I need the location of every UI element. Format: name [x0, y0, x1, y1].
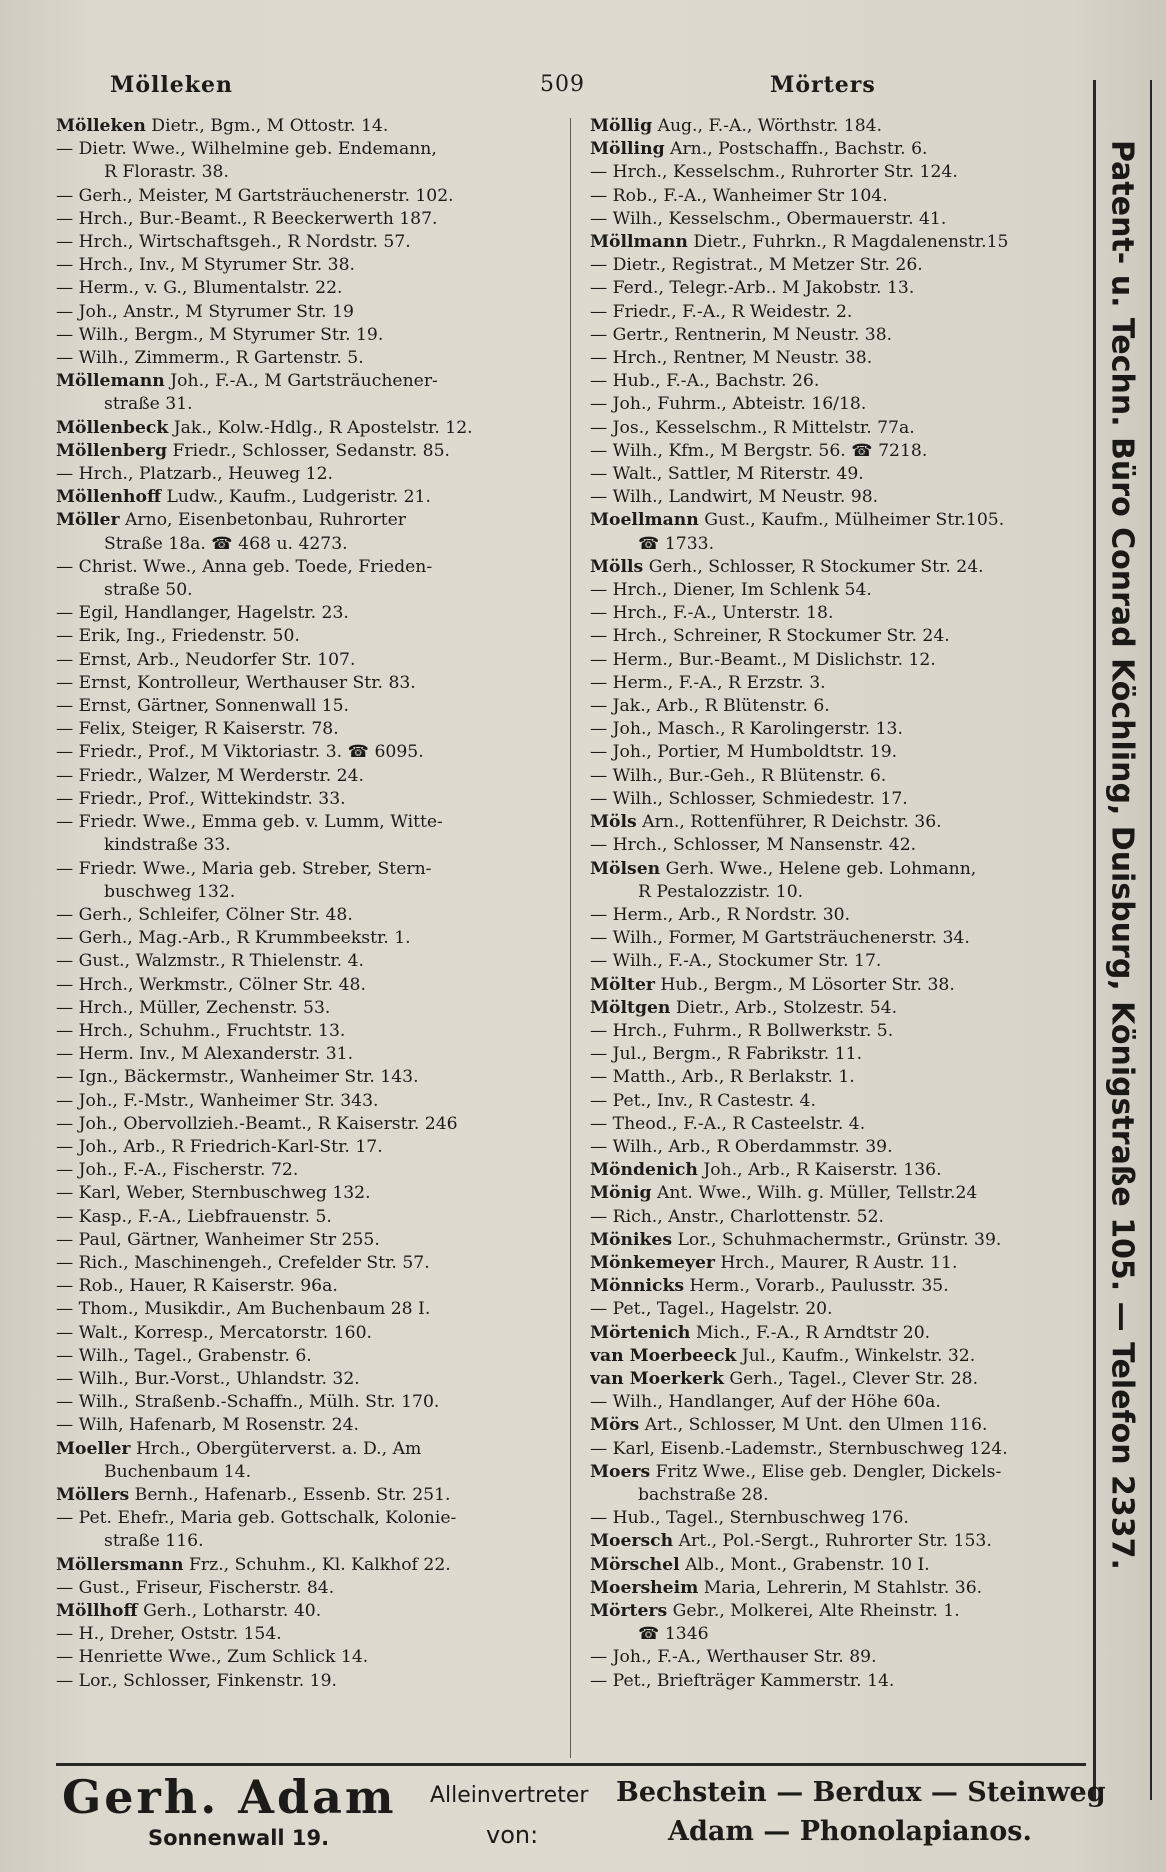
page-header [50, 62, 1090, 102]
directory-entry: Mörs Art., Schlosser, M Unt. den Ulmen 116. [590, 1415, 988, 1436]
header-right-keyword: Mörters [770, 72, 876, 98]
entry-surname: Mölter [590, 974, 655, 995]
entry-surname: Möllemann [56, 371, 165, 392]
directory-entry: — Rob., F.-A., Wanheimer Str 104. [590, 185, 888, 206]
directory-entry: — Walt., Sattler, M Riterstr. 49. [590, 464, 864, 485]
directory-entry: buschweg 132. [104, 881, 236, 902]
directory-entry: ☎ 1733. [638, 533, 715, 554]
footer-ad-brands-line1: Bechstein — Berdux — Steinweg [616, 1777, 1106, 1808]
directory-entry: — Wilh., Schlosser, Schmiedestr. 17. [590, 788, 908, 809]
directory-entry: — Friedr. Wwe., Emma geb. v. Lumm, Witte- [56, 812, 443, 833]
directory-entry: — Wilh., Kfm., M Bergstr. 56. ☎ 7218. [590, 440, 928, 461]
directory-entry: — Dietr. Wwe., Wilhelmine geb. Endemann, [56, 139, 437, 160]
directory-entry: Möllersmann Frz., Schuhm., Kl. Kalkhof 22. [56, 1554, 451, 1575]
directory-entry: — Ernst, Kontrolleur, Werthauser Str. 83. [56, 672, 416, 693]
directory-entry: — Hrch., Werkmstr., Cölner Str. 48. [56, 974, 366, 995]
directory-entry: Moersheim Maria, Lehrerin, M Stahlstr. 36. [590, 1577, 983, 1598]
directory-entry: — Ign., Bäckermstr., Wanheimer Str. 143. [56, 1067, 419, 1088]
entry-surname: Mönkemeyer [590, 1252, 715, 1273]
entry-surname: Möllenberg [56, 440, 168, 461]
entry-surname: Moellmann [590, 510, 699, 531]
directory-entry: — Dietr., Registrat., M Metzer Str. 26. [590, 255, 923, 276]
directory-entry: — Hrch., Inv., M Styrumer Str. 38. [56, 255, 356, 276]
directory-entry: — Hrch., Müller, Zechenstr. 53. [56, 997, 331, 1018]
directory-entry: Mönig Ant. Wwe., Wilh. g. Müller, Tellstr.24 [590, 1183, 978, 1204]
directory-entry: — Ernst, Gärtner, Sonnenwall 15. [56, 696, 349, 717]
directory-entry: — Rich., Maschinengeh., Crefelder Str. 57. [56, 1252, 430, 1273]
directory-entry: — Hrch., Schuhm., Fruchtstr. 13. [56, 1020, 346, 1041]
directory-entry: — Wilh, Hafenarb, M Rosenstr. 24. [56, 1415, 359, 1436]
directory-entry: — Kasp., F.-A., Liebfrauenstr. 5. [56, 1206, 332, 1227]
directory-entry: straße 50. [104, 580, 193, 601]
sidebar-rule-left [1093, 80, 1096, 1800]
directory-entry: — Wilh., Landwirt, M Neustr. 98. [590, 487, 879, 508]
directory-entry: Mönnicks Herm., Vorarb., Paulusstr. 35. [590, 1276, 949, 1297]
directory-entry: Mölling Arn., Postschaffn., Bachstr. 6. [590, 139, 928, 160]
directory-entry: — Pet. Ehefr., Maria geb. Gottschalk, Kolonie- [56, 1508, 457, 1529]
directory-entry: — Friedr., Prof., M Viktoriastr. 3. ☎ 6095. [56, 742, 424, 763]
directory-entry: — Wilh., Arb., R Oberdammstr. 39. [590, 1136, 893, 1157]
directory-entry: — Hrch., Bur.-Beamt., R Beeckerwerth 187. [56, 208, 438, 229]
directory-entry: — Herm., Bur.-Beamt., M Dislichstr. 12. [590, 649, 936, 670]
directory-entry: — Wilh., Straßenb.-Schaffn., Mülh. Str. 170. [56, 1392, 440, 1413]
footer-ad-street: Sonnenwall 19. [148, 1826, 330, 1850]
directory-entry: — Hrch., Platzarb., Heuweg 12. [56, 464, 333, 485]
directory-entry: — H., Dreher, Oststr. 154. [56, 1624, 282, 1645]
directory-entry: — Ferd., Telegr.-Arb.. M Jakobstr. 13. [590, 278, 915, 299]
directory-entry: ☎ 1346 [638, 1624, 709, 1645]
directory-entry: — Joh., Fuhrm., Abteistr. 16/18. [590, 394, 867, 415]
directory-entry: — Henriette Wwe., Zum Schlick 14. [56, 1647, 369, 1668]
directory-entry: — Erik, Ing., Friedenstr. 50. [56, 626, 300, 647]
directory-entry: — Rob., Hauer, R Kaiserstr. 96a. [56, 1276, 338, 1297]
directory-entry: — Jos., Kesselschm., R Mittelstr. 77a. [590, 417, 915, 438]
directory-entry: — Joh., Obervollzieh.-Beamt., R Kaiserstr. 246 [56, 1113, 458, 1134]
directory-entry: — Hrch., Rentner, M Neustr. 38. [590, 348, 873, 369]
right-column [590, 115, 1085, 1693]
directory-entry: — Felix, Steiger, R Kaiserstr. 78. [56, 719, 339, 740]
directory-entry: — Gerh., Mag.-Arb., R Krummbeekstr. 1. [56, 928, 411, 949]
directory-entry: Mölls Gerh., Schlosser, R Stockumer Str. 24. [590, 556, 984, 577]
directory-entry: — Wilh., Bur.-Vorst., Uhlandstr. 32. [56, 1368, 360, 1389]
directory-entry: — Wilh., Kesselschm., Obermauerstr. 41. [590, 208, 947, 229]
directory-entry: — Jak., Arb., R Blütenstr. 6. [590, 696, 830, 717]
directory-entry: — Hrch., F.-A., Unterstr. 18. [590, 603, 834, 624]
entry-surname: van Moerkerk [590, 1368, 724, 1389]
directory-entry: Mörschel Alb., Mont., Grabenstr. 10 I. [590, 1554, 930, 1575]
directory-entry: — Hrch., Diener, Im Schlenk 54. [590, 580, 872, 601]
directory-entry: — Herm., v. G., Blumentalstr. 22. [56, 278, 343, 299]
entry-surname: Möltgen [590, 997, 671, 1018]
entry-surname: Möllenhoff [56, 487, 162, 508]
directory-entry: Straße 18a. ☎ 468 u. 4273. [104, 533, 348, 554]
directory-entry: straße 116. [104, 1531, 204, 1552]
directory-entry: van Moerkerk Gerh., Tagel., Clever Str. 28. [590, 1368, 979, 1389]
directory-entry: — Joh., F.-Mstr., Wanheimer Str. 343. [56, 1090, 379, 1111]
directory-entry: Möllers Bernh., Hafenarb., Essenb. Str. 251. [56, 1484, 451, 1505]
entry-surname: Mölling [590, 139, 665, 160]
directory-entry: — Herm. Inv., M Alexanderstr. 31. [56, 1044, 354, 1065]
directory-entry: — Walt., Korresp., Mercatorstr. 160. [56, 1322, 372, 1343]
directory-entry: — Joh., Masch., R Karolingerstr. 13. [590, 719, 903, 740]
directory-entry: Moersch Art., Pol.-Sergt., Ruhrorter Str. 153. [590, 1531, 992, 1552]
sidebar-advertisement: Patent- u. Techn. Büro Conrad Köchling, Duisburg, Königstraße 105. — Telefon 2337. [1104, 140, 1140, 1570]
entry-surname: Moersheim [590, 1577, 699, 1598]
directory-entry: Möllhoff Gerh., Lotharstr. 40. [56, 1601, 322, 1621]
entry-surname: Mölsen [590, 858, 661, 879]
entry-surname: Mönnicks [590, 1276, 685, 1297]
directory-entry: — Pet., Briefträger Kammerstr. 14. [590, 1670, 895, 1691]
directory-entry: bachstraße 28. [638, 1484, 769, 1505]
entry-surname: Möllhoff [56, 1601, 138, 1621]
directory-entry: — Theod., F.-A., R Casteelstr. 4. [590, 1113, 866, 1134]
entry-surname: Moeller [56, 1438, 131, 1459]
entry-surname: Möllenbeck [56, 417, 169, 438]
directory-entry: — Hrch., Schreiner, R Stockumer Str. 24. [590, 626, 950, 647]
left-column [56, 115, 556, 1693]
directory-entry: — Hub., F.-A., Bachstr. 26. [590, 371, 820, 392]
directory-entry: Möndenich Joh., Arb., R Kaiserstr. 136. [590, 1160, 942, 1181]
directory-entry: — Friedr., Prof., Wittekindstr. 33. [56, 788, 346, 809]
entry-surname: Mörschel [590, 1554, 680, 1575]
directory-entry: — Wilh., Bergm., M Styrumer Str. 19. [56, 324, 384, 345]
entry-surname: van Moerbeeck [590, 1345, 737, 1366]
directory-entry: — Hrch., Wirtschaftsgeh., R Nordstr. 57. [56, 232, 411, 253]
column-divider [570, 118, 571, 1758]
directory-entry: Mörters Gebr., Molkerei, Alte Rheinstr. 1. [590, 1601, 960, 1621]
directory-entry: — Joh., F.-A., Fischerstr. 72. [56, 1160, 299, 1181]
entry-surname: Mörtenich [590, 1322, 691, 1343]
footer-ad-vertreter: Alleinvertreter [430, 1783, 589, 1808]
sidebar-rule-right [1150, 80, 1152, 1800]
directory-entry: — Hrch., Kesselschm., Ruhrorter Str. 124. [590, 162, 958, 183]
footer-ad-von: von: [486, 1821, 539, 1849]
entry-surname: Möller [56, 510, 120, 531]
directory-entry: — Gertr., Rentnerin, M Neustr. 38. [590, 324, 893, 345]
directory-entry: Mörtenich Mich., F.-A., R Arndtstr 20. [590, 1322, 931, 1343]
footer-ad-name: Gerh. Adam [62, 1770, 397, 1824]
directory-entry: R Pestalozzistr. 10. [638, 881, 804, 902]
directory-entry: — Christ. Wwe., Anna geb. Toede, Frieden- [56, 556, 433, 577]
directory-entry: — Joh., F.-A., Werthauser Str. 89. [590, 1647, 877, 1668]
entry-surname: Mörs [590, 1415, 640, 1436]
directory-entry: — Wilh., Zimmerm., R Gartenstr. 5. [56, 348, 364, 369]
entry-surname: Mölleken [56, 116, 146, 136]
entry-surname: Mölls [590, 556, 644, 577]
directory-entry: — Paul, Gärtner, Wanheimer Str 255. [56, 1229, 380, 1250]
directory-entry: Mölleken Dietr., Bgm., M Ottostr. 14. [56, 116, 389, 136]
directory-entry: — Wilh., Tagel., Grabenstr. 6. [56, 1345, 312, 1366]
entry-surname: Möllig [590, 116, 653, 136]
directory-entry: R Florastr. 38. [104, 162, 229, 183]
directory-entry: Buchenbaum 14. [104, 1461, 252, 1482]
directory-entry: — Friedr., Walzer, M Werderstr. 24. [56, 765, 364, 786]
directory-entry: Moeller Hrch., Obergüterverst. a. D., Am [56, 1438, 422, 1459]
directory-entry: — Wilh., Bur.-Geh., R Blütenstr. 6. [590, 765, 887, 786]
directory-entry: — Wilh., Former, M Gartsträuchenerstr. 34. [590, 928, 970, 949]
directory-entry: — Friedr. Wwe., Maria geb. Streber, Stern- [56, 858, 432, 879]
directory-entry: — Herm., F.-A., R Erzstr. 3. [590, 672, 826, 693]
directory-entry: — Thom., Musikdir., Am Buchenbaum 28 I. [56, 1299, 431, 1320]
entry-surname: Mönig [590, 1183, 652, 1204]
directory-entry: — Friedr., F.-A., R Weidestr. 2. [590, 301, 853, 322]
directory-entry: — Joh., Anstr., M Styrumer Str. 19 [56, 301, 354, 322]
directory-entry: Möllig Aug., F.-A., Wörthstr. 184. [590, 116, 883, 136]
directory-entry: — Gerh., Schleifer, Cölner Str. 48. [56, 904, 353, 925]
directory-entry: Moers Fritz Wwe., Elise geb. Dengler, Dickels- [590, 1461, 1002, 1482]
directory-entry: van Moerbeeck Jul., Kaufm., Winkelstr. 32. [590, 1345, 976, 1366]
directory-entry: Mönikes Lor., Schuhmachermstr., Grünstr. 39. [590, 1229, 1002, 1250]
footer-divider [56, 1763, 1086, 1766]
directory-entry: — Joh., Arb., R Friedrich-Karl-Str. 17. [56, 1136, 383, 1157]
directory-entry: — Wilh., Handlanger, Auf der Höhe 60a. [590, 1392, 941, 1413]
directory-entry: Möllemann Joh., F.-A., M Gartsträuchener- [56, 371, 438, 392]
entry-surname: Moersch [590, 1531, 674, 1552]
entry-surname: Möndenich [590, 1160, 698, 1181]
directory-entry: — Herm., Arb., R Nordstr. 30. [590, 904, 851, 925]
directory-entry: Mönkemeyer Hrch., Maurer, R Austr. 11. [590, 1252, 958, 1273]
directory-entry: Mölter Hub., Bergm., M Lösorter Str. 38. [590, 974, 955, 995]
directory-entry: Möls Arn., Rottenführer, R Deichstr. 36. [590, 812, 942, 833]
directory-entry: Möllmann Dietr., Fuhrkn., R Magdalenenstr.15 [590, 232, 1009, 253]
entry-surname: Moers [590, 1461, 651, 1482]
entry-surname: Möllersmann [56, 1554, 184, 1575]
directory-entry: Moellmann Gust., Kaufm., Mülheimer Str.105. [590, 510, 1005, 531]
directory-entry: — Jul., Bergm., R Fabrikstr. 11. [590, 1044, 863, 1065]
directory-entry: — Joh., Portier, M Humboldtstr. 19. [590, 742, 898, 763]
directory-entry: — Hrch., Fuhrm., R Bollwerkstr. 5. [590, 1020, 894, 1041]
directory-entry: straße 31. [104, 394, 193, 415]
directory-entry: — Hrch., Schlosser, M Nansenstr. 42. [590, 835, 917, 856]
directory-entry: — Matth., Arb., R Berlakstr. 1. [590, 1067, 855, 1088]
page-number: 509 [540, 72, 585, 97]
entry-surname: Möllmann [590, 232, 688, 253]
directory-entry: Möllenberg Friedr., Schlosser, Sedanstr. 85. [56, 440, 450, 461]
directory-entry: — Karl, Weber, Sternbuschweg 132. [56, 1183, 371, 1204]
entry-surname: Mörters [590, 1601, 668, 1621]
directory-entry: — Pet., Inv., R Castestr. 4. [590, 1090, 816, 1111]
directory-entry: — Wilh., F.-A., Stockumer Str. 17. [590, 951, 882, 972]
footer-ad-brands-line2: Adam — Phonolapianos. [668, 1816, 1032, 1847]
directory-entry: — Egil, Handlanger, Hagelstr. 23. [56, 603, 349, 624]
directory-entry: — Lor., Schlosser, Finkenstr. 19. [56, 1670, 337, 1691]
directory-entry: — Gust., Friseur, Fischerstr. 84. [56, 1577, 335, 1598]
directory-entry: Möllenbeck Jak., Kolw.-Hdlg., R Apostelstr. 12. [56, 417, 473, 438]
directory-entry: — Karl, Eisenb.-Lademstr., Sternbuschweg 124. [590, 1438, 1008, 1459]
directory-entry: — Rich., Anstr., Charlottenstr. 52. [590, 1206, 884, 1227]
directory-entry: — Ernst, Arb., Neudorfer Str. 107. [56, 649, 356, 670]
entry-surname: Möls [590, 812, 637, 833]
directory-entry: Möllenhoff Ludw., Kaufm., Ludgeristr. 21. [56, 487, 431, 508]
directory-entry: — Pet., Tagel., Hagelstr. 20. [590, 1299, 833, 1320]
directory-entry: — Hub., Tagel., Sternbuschweg 176. [590, 1508, 909, 1529]
entry-surname: Möllers [56, 1484, 130, 1505]
directory-entry: Mölsen Gerh. Wwe., Helene geb. Lohmann, [590, 858, 977, 879]
header-left-keyword: Mölleken [110, 72, 233, 98]
directory-entry: kindstraße 33. [104, 835, 231, 856]
entry-surname: Mönikes [590, 1229, 673, 1250]
directory-entry: — Gerh., Meister, M Gartsträuchenerstr. 102. [56, 185, 454, 206]
directory-entry: Möller Arno, Eisenbetonbau, Ruhrorter [56, 510, 406, 531]
directory-entry: Möltgen Dietr., Arb., Stolzestr. 54. [590, 997, 898, 1018]
directory-entry: — Gust., Walzmstr., R Thielenstr. 4. [56, 951, 365, 972]
